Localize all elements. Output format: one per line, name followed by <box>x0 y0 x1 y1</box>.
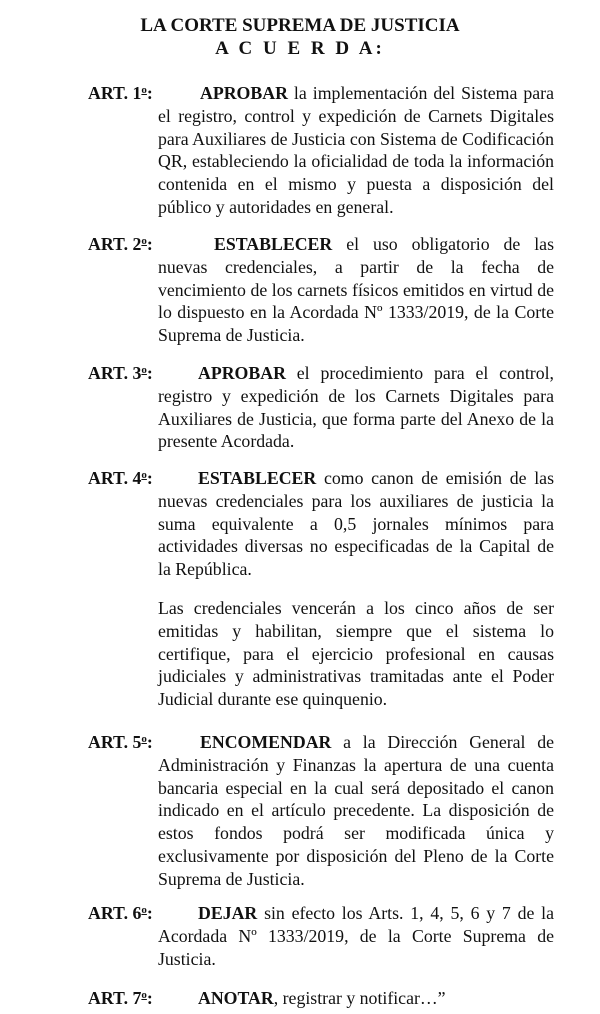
article-body <box>158 987 554 1010</box>
article-text: a la Dirección General de Administración y Finanzas la apertura de una cuenta bancaria especial en la cual será depositado el canon indicado en el artículo precedente. La disposición de estos fondos podrá ser modificada única y exclusivamente por disposición del Pleno de la Corte Suprema de Justicia. <box>158 732 554 889</box>
article-4-paragraph: Las credenciales vencerán a los cinco años de ser emitidas y habilitan, siempre que el sistema lo certifique, para el ejercicio profesional en causas judiciales y administrativas tramitadas ante el Poder Judicial durante ese quinquenio. <box>158 598 554 710</box>
article-verb: ENCOMENDAR <box>200 732 332 752</box>
article-body <box>158 467 554 581</box>
article-body <box>158 362 554 453</box>
article-body <box>158 233 554 347</box>
document-title: LA CORTE SUPREMA DE JUSTICIA <box>140 15 460 36</box>
article-body <box>158 731 554 891</box>
article-3 <box>88 362 554 453</box>
document-subtitle: A C U E R D A: <box>215 38 385 59</box>
article-verb: ESTABLECER <box>214 234 333 254</box>
article-text: sin efecto los Arts. 1, 4, 5, 6 y 7 de la Acordada Nº 1333/2019, de la Corte Suprema de Justicia. <box>158 903 554 969</box>
article-2 <box>88 233 554 347</box>
article-5 <box>88 731 554 891</box>
article-4 <box>88 467 554 581</box>
article-verb: DEJAR <box>198 903 258 923</box>
article-label: ART. 2$^o$: <box>88 234 153 254</box>
article-verb: APROBAR <box>200 83 288 103</box>
article-label: ART. 6$^o$: <box>88 903 153 923</box>
article-body <box>158 902 554 970</box>
article-7 <box>88 987 554 1010</box>
article-verb: ANOTAR <box>198 988 274 1008</box>
article-1 <box>88 82 554 219</box>
article-label: ART. 7$^o$: <box>88 988 153 1008</box>
article-6 <box>88 902 554 970</box>
article-text: , registrar y notificar…” <box>273 988 446 1008</box>
article-verb: ESTABLECER <box>198 468 317 488</box>
article-label: ART. 5$^o$: <box>88 732 153 752</box>
article-body <box>158 82 554 219</box>
article-text: como canon de emisión de las nuevas credenciales para los auxiliares de justicia la suma equivalente a 0,5 jornales mínimos para actividades diversas no especificadas de la Capital de la República. <box>158 468 554 580</box>
article-label: ART. 3$^o$: <box>88 363 153 383</box>
article-text: el procedimiento para el control, registro y expedición de los Carnets Digitales para Auxiliares de Justicia, que forma parte del Anexo de la presente Acordada. <box>158 363 554 452</box>
article-text: el uso obligatorio de las nuevas credenciales, a partir de la fecha de vencimiento de los carnets físicos emitidos en virtud de lo dispuesto en la Acordada Nº 1333/2019, de la Corte Suprema de Justicia. <box>158 234 554 346</box>
article-verb: APROBAR <box>198 363 286 383</box>
article-label: ART. 4$^o$: <box>88 468 153 488</box>
article-label: ART. 1$^o$: <box>88 83 153 103</box>
article-text: la implementación del Sistema para el registro, control y expedición de Carnets Digitales para Auxiliares de Justicia con Sistema de Codificación QR, estableciendo la oficialidad de toda la información contenida en el mismo y puesta a disposición del público y autoridades en general. <box>158 83 554 217</box>
